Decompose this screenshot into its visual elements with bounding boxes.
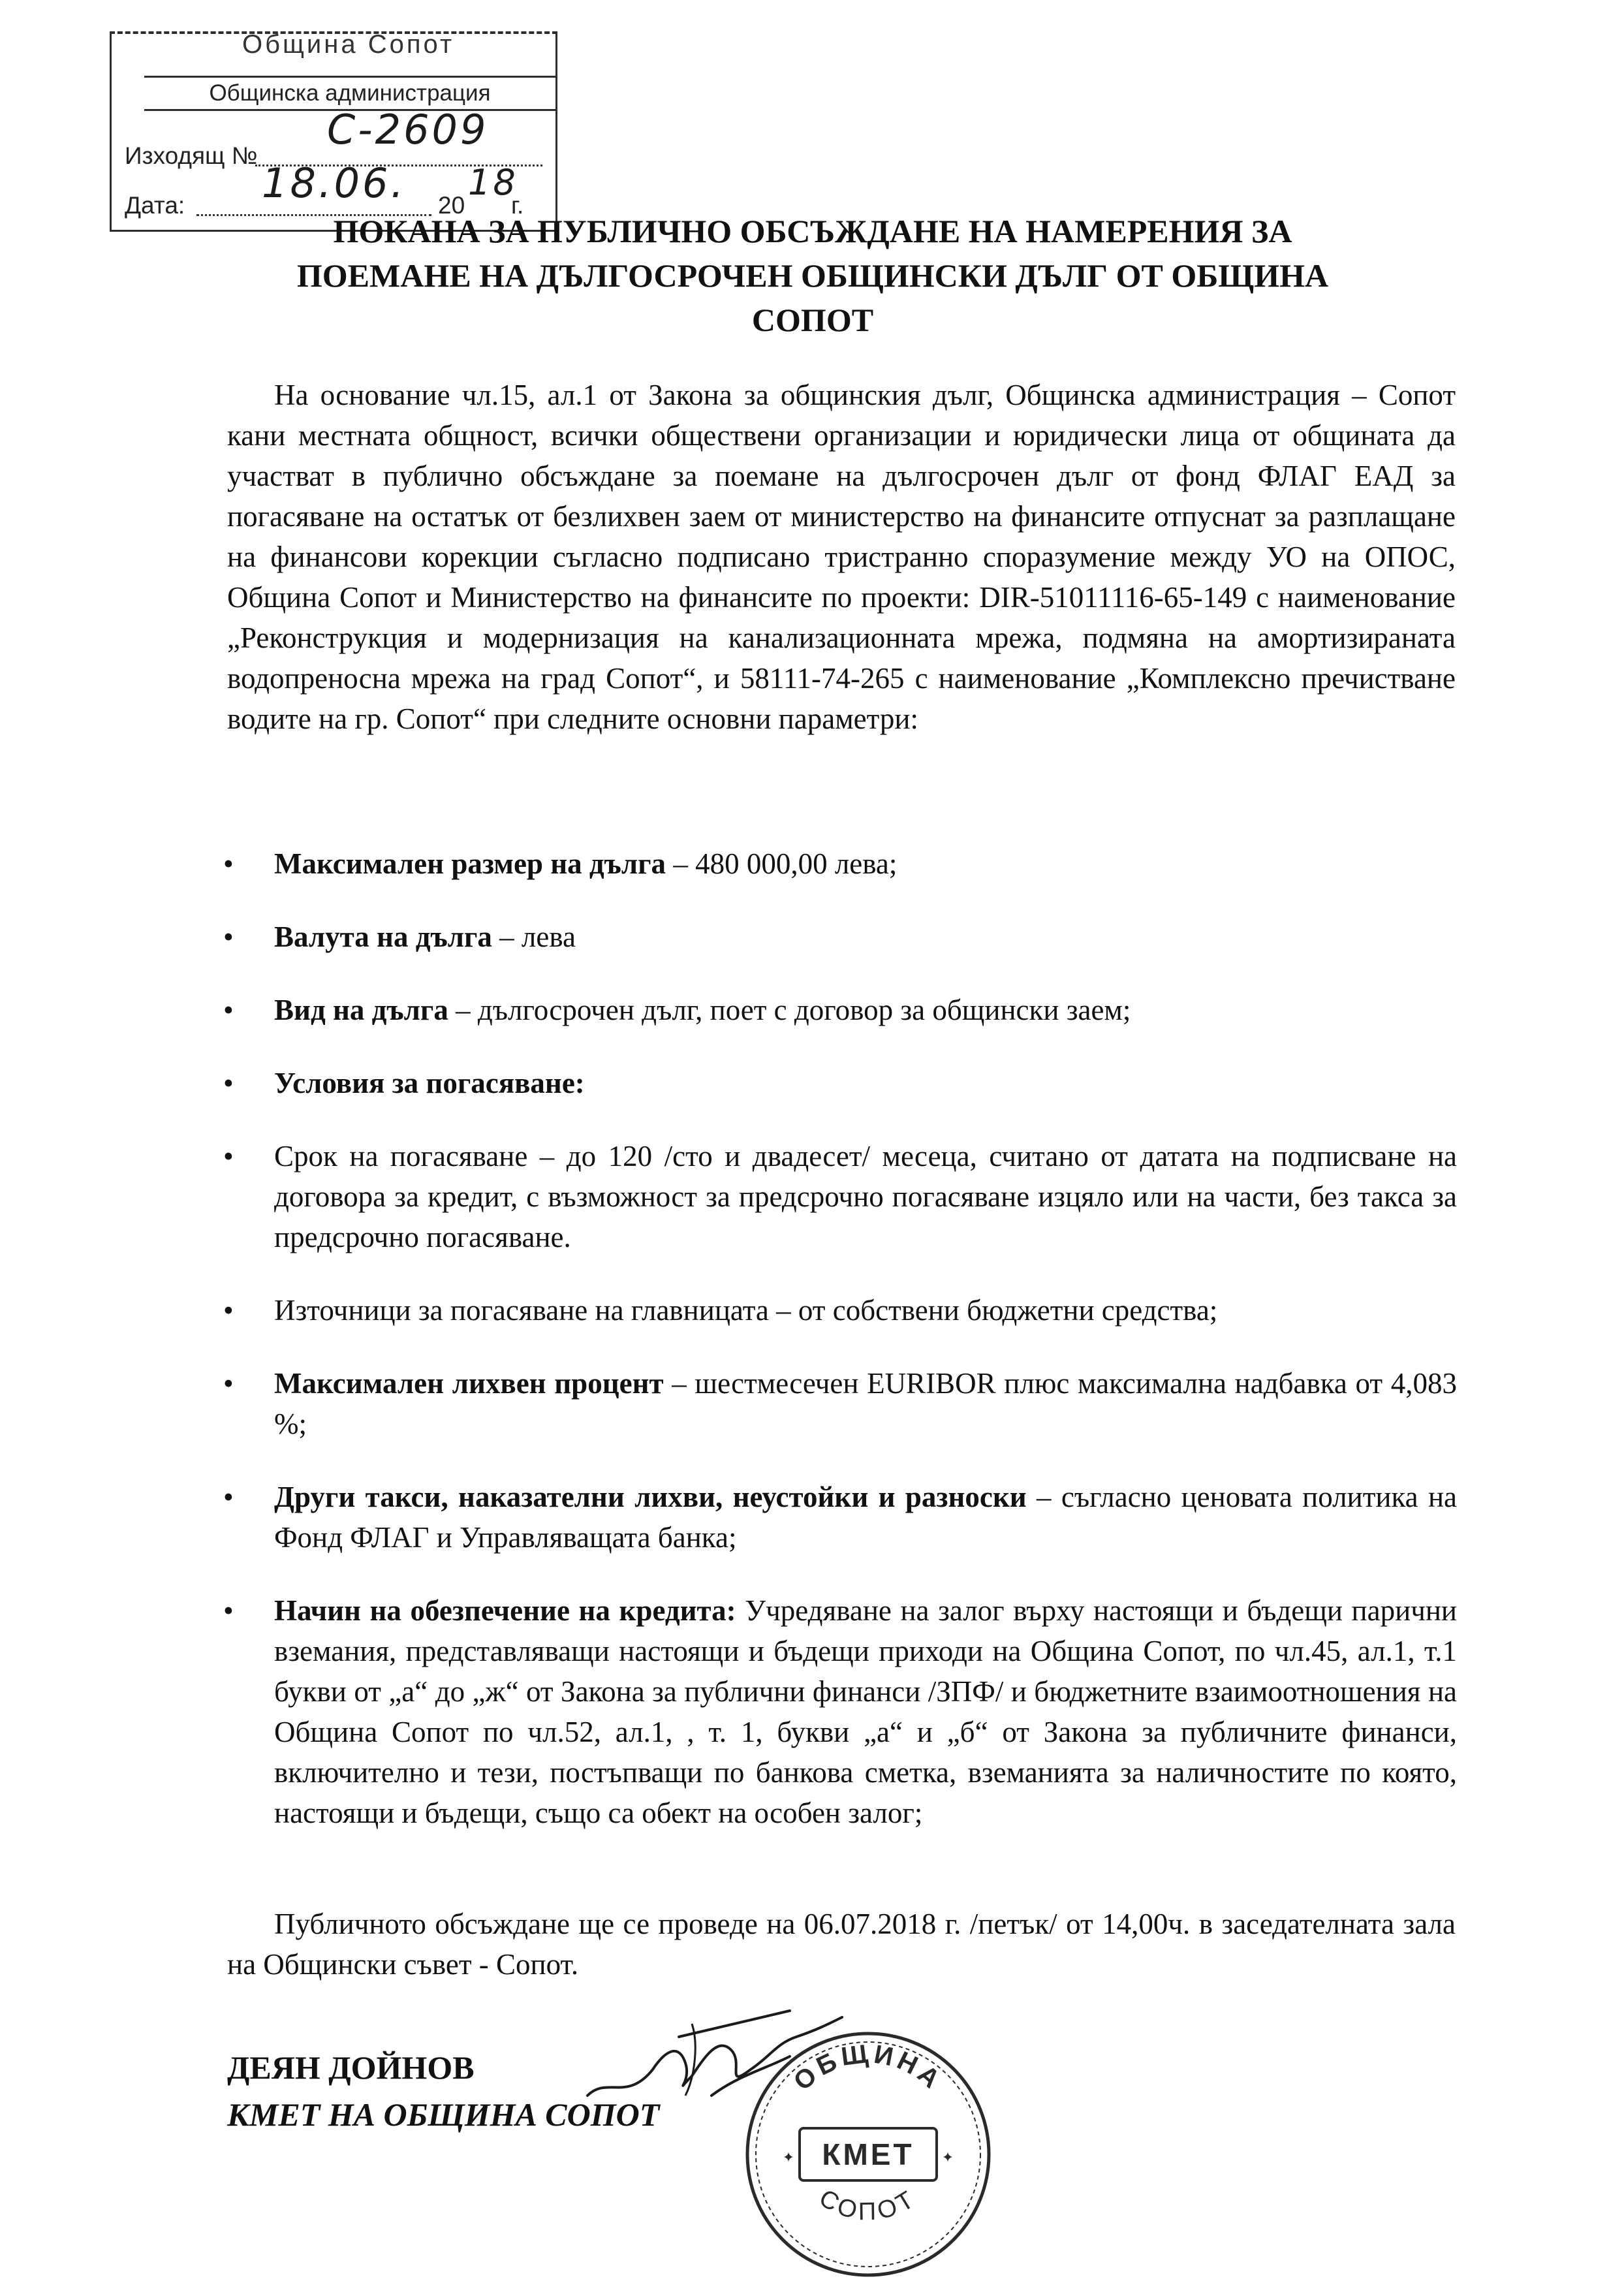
list-item-text: Източници за погасяване на главницата – от собствени бюджетни средства; <box>274 1294 1218 1327</box>
list-item-text: – 480 000,00 лева; <box>666 847 898 880</box>
stamp-date-value: 18.06. <box>262 159 407 207</box>
stamp-date-label: Дата: <box>125 192 185 219</box>
stamp-outgoing-number: С-2609 <box>327 106 489 153</box>
registration-stamp <box>91 18 563 234</box>
stamp-administration: Общинска администрация <box>144 76 555 111</box>
document-title <box>215 209 1410 342</box>
stamp-outgoing-label: Изходящ № <box>125 142 258 169</box>
title-line-1: ПОКАНА ЗА ПУБЛИЧНО ОБСЪЖДАНЕ НА НАМЕРЕНИЯ ЗА <box>333 213 1292 249</box>
parameters-list <box>223 843 1457 1833</box>
list-item-principal-sources <box>223 1290 1457 1330</box>
bullet-icon: • <box>223 1594 234 1627</box>
seal-bottom-text: СОПОТ <box>814 2184 922 2226</box>
intro-paragraph: На основание чл.15, ал.1 от Закона за общинския дълг, Общинска администрация – Сопот кани местната общност, всички обществени организации и юридически лица от общината да участват в публично обсъждане за поемане на дългосрочен дълг от фонд ФЛАГ ЕАД за погасяване на остатък от безлихвен заем от министерство на финансите отпуснат за разплащане на финансови корекции съгласно подписано тристранно споразумение между УО на ОПОС, Община Сопот и Министерство на финансите по проекти: DIR-51011116-65-149 с наименование „Реконструкция и модернизация на канализационната мрежа, подмяна на амортизираната водопреносна мрежа на град Сопот“, и 58111-74-265 с наименование „Комплексно пречистване водите на гр. Сопот“ при следните основни параметри: <box>227 379 1456 735</box>
stamp-year-g: г. <box>511 192 524 219</box>
list-item-max-amount <box>223 843 1457 884</box>
list-item-text: – дългосрочен дълг, поет с договор за общински заем; <box>448 994 1131 1026</box>
list-item-bold: Максимален лихвен процент <box>274 1367 664 1400</box>
stamp-year-prefix: 20 <box>438 192 465 219</box>
list-item-other-fees <box>223 1477 1457 1558</box>
list-item-interest-rate <box>223 1363 1457 1444</box>
stamp-frame <box>110 31 557 232</box>
list-item-text: – съгласно ценовата политика на Фонд ФЛАГ и Управляващата банка; <box>274 1481 1457 1554</box>
bullet-icon: • <box>223 920 234 953</box>
bullet-icon: • <box>223 1367 234 1400</box>
bullet-icon: • <box>223 847 234 880</box>
list-item-text: – шестмесечен EURIBOR плюс максимална надбавка от 4,083 %; <box>274 1367 1457 1440</box>
bullet-icon: • <box>223 1481 234 1513</box>
bullet-icon: • <box>223 994 234 1026</box>
list-item-text: – лева <box>492 920 576 953</box>
bullet-icon: • <box>223 1294 234 1327</box>
stamp-header: Община Сопот <box>242 30 455 59</box>
list-item-collateral <box>223 1590 1457 1833</box>
bullet-icon: • <box>223 1067 234 1099</box>
list-item-text: Учредяване на залог върху настоящи и бъдещи парични вземания, представляващи настоящи и бъдещи приходи на Община Сопот, по чл.45, ал.1, т.1 букви от „а“ до „ж“ от Закона за публични финанси /ЗПФ/ и бюджетните взаимоотношения на Община Сопот по чл.52, ал.1, , т. 1, букви „а“ и „б“ от Закона за публичните финанси, включително и тези, постъпващи по банкова сметка, вземанията за наличностите по която, настоящи и бъдещи, също са обект на особен залог; <box>274 1594 1457 1829</box>
list-item-text: Срок на погасяване – до 120 /сто и двадесет/ месеца, считано от датата на подписване на договора за кредит, с възможност за предсрочно погасяване изцяло или на части, без такса за предсрочно погасяване. <box>274 1140 1457 1253</box>
list-item-bold: Други такси, наказателни лихви, неустойки и разноски <box>274 1481 1027 1513</box>
list-item-bold: Максимален размер на дълга <box>274 847 666 880</box>
official-seal <box>738 2011 999 2285</box>
list-item-debt-type <box>223 990 1457 1030</box>
title-line-3: СОПОТ <box>751 302 874 338</box>
title-line-2: ПОЕМАНЕ НА ДЪЛГОСРОЧЕН ОБЩИНСКИ ДЪЛГ ОТ ОБЩИНА <box>296 257 1329 294</box>
seal-top-text: ОБЩИНА <box>788 2039 948 2096</box>
seal-center-text: КМЕТ <box>822 2137 914 2171</box>
list-item-bold: Начин на обезпечение на кредита: <box>274 1594 736 1627</box>
list-item-currency <box>223 917 1457 957</box>
svg-text:СОПОТ <box>815 2184 922 2225</box>
list-item-bold: Вид на дълга <box>274 994 448 1026</box>
list-item-repayment-terms <box>223 1063 1457 1103</box>
list-item-bold: Валута на дълга <box>274 920 492 953</box>
list-item-bold: Условия за погасяване: <box>274 1067 585 1099</box>
closing-paragraph: Публичното обсъждане ще се проведе на 06.07.2018 г. /петък/ от 14,00ч. в заседателната зала на Общински съвет - Сопот. <box>227 1908 1456 1981</box>
stamp-year-suffix: 18 <box>468 162 518 203</box>
seal-star-icon: ✦ <box>941 2150 954 2166</box>
list-item-repayment-period <box>223 1136 1457 1257</box>
signatory-title: КМЕТ НА ОБЩИНА СОПОТ <box>227 2096 660 2133</box>
bullet-icon: • <box>223 1140 234 1172</box>
signatory-name: ДЕЯН ДОЙНОВ <box>227 2049 475 2086</box>
seal-star-icon: ✦ <box>782 2150 795 2166</box>
